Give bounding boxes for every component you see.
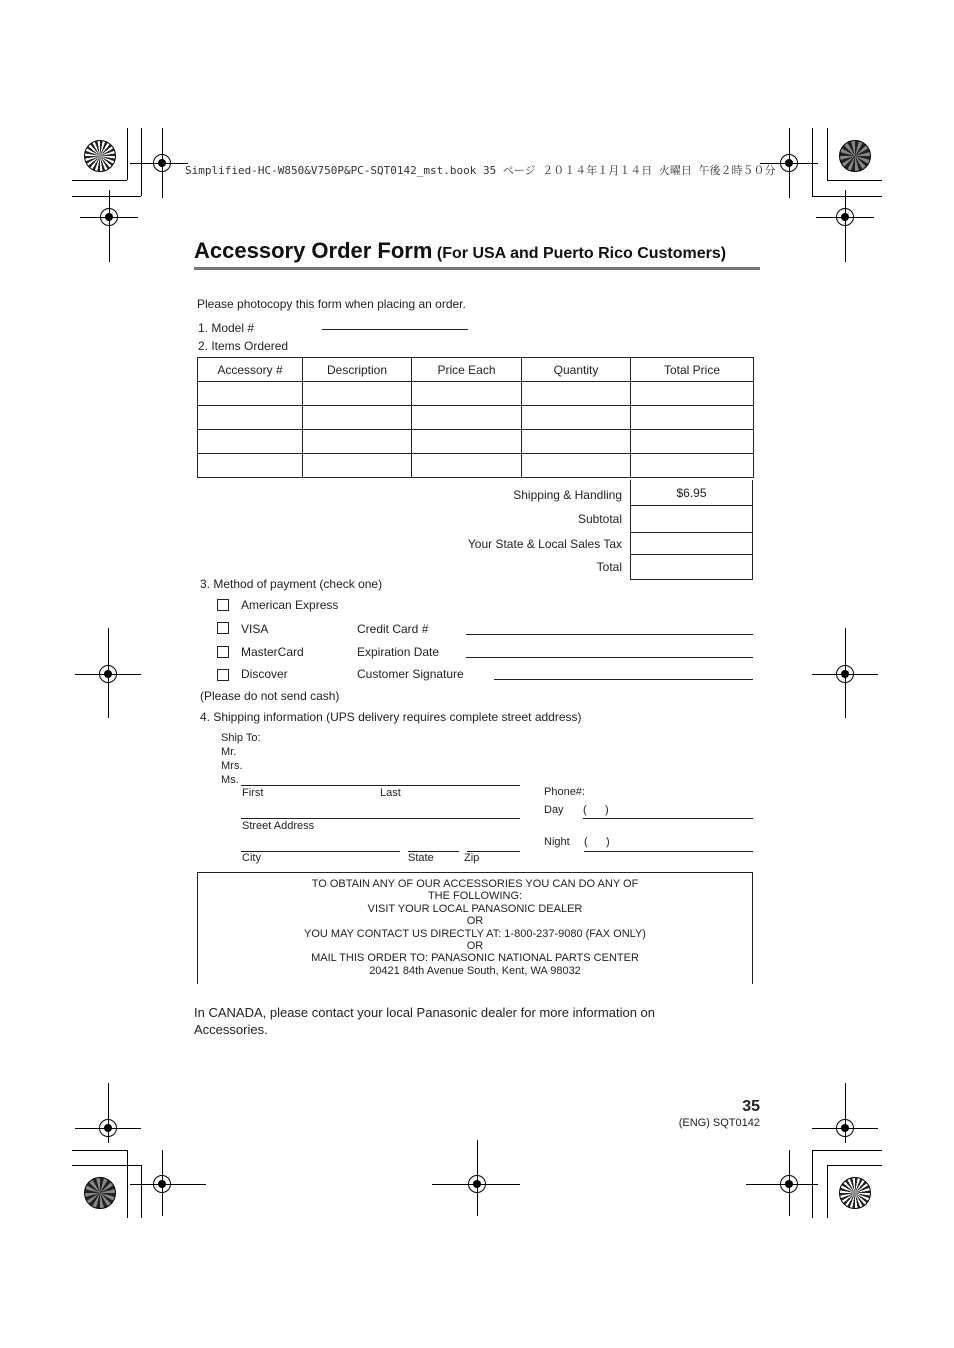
title-sub: (For USA and Puerto Rico Customers) bbox=[436, 245, 727, 262]
zip-label: Zip bbox=[464, 852, 480, 864]
expiration-label: Expiration Date bbox=[357, 645, 440, 659]
street-label: Street Address bbox=[242, 820, 315, 832]
day-phone-field[interactable] bbox=[583, 818, 753, 819]
night-label: Night bbox=[544, 836, 570, 848]
total-label: Total bbox=[596, 560, 622, 574]
table-cell[interactable] bbox=[522, 430, 631, 454]
table-cell[interactable] bbox=[412, 430, 522, 454]
info-line: 20421 84th Avenue South, Kent, WA 98032 bbox=[369, 964, 581, 977]
table-cell[interactable] bbox=[303, 406, 412, 430]
print-header: Simplified-HC-W850&V750P&PC-SQT0142_mst.book 35 ページ ２０１４年１月１４日 火曜日 午後２時５０分 bbox=[185, 164, 776, 177]
state-label: State bbox=[408, 852, 434, 864]
day-area-code: ( ) bbox=[583, 804, 609, 816]
table-cell[interactable] bbox=[198, 382, 303, 406]
sales-tax-label: Your State & Local Sales Tax bbox=[467, 537, 622, 551]
model-field[interactable] bbox=[322, 329, 468, 330]
table-row bbox=[198, 382, 754, 406]
registration-target-icon bbox=[84, 140, 116, 172]
header-description: Description bbox=[303, 358, 412, 382]
mastercard-checkbox[interactable] bbox=[217, 646, 229, 658]
table-row bbox=[198, 454, 754, 478]
night-phone-field[interactable] bbox=[584, 851, 753, 852]
credit-card-field[interactable] bbox=[466, 634, 753, 635]
canada-note: In CANADA, please contact your local Panasonic dealer for more information on Accessories. bbox=[194, 1005, 656, 1037]
subtotal-label: Subtotal bbox=[577, 512, 622, 526]
expiration-field[interactable] bbox=[466, 657, 753, 658]
mrs-label: Mrs. bbox=[221, 760, 243, 772]
subtotal-field[interactable] bbox=[630, 505, 753, 533]
first-name-label: First bbox=[242, 787, 264, 799]
table-cell[interactable] bbox=[198, 454, 303, 478]
table-cell[interactable] bbox=[303, 454, 412, 478]
shipping-label: 4. Shipping information (UPS delivery requires complete street address) bbox=[200, 710, 582, 724]
shipping-handling-label: Shipping & Handling bbox=[513, 488, 622, 502]
info-line: MAIL THIS ORDER TO: PANASONIC NATIONAL PARTS CENTER bbox=[311, 952, 639, 965]
info-line: THE FOLLOWING: bbox=[427, 890, 523, 903]
amex-label: American Express bbox=[241, 598, 339, 612]
total-field[interactable] bbox=[630, 554, 753, 580]
table-cell[interactable] bbox=[631, 430, 754, 454]
registration-target-icon bbox=[84, 1177, 116, 1209]
table-cell[interactable] bbox=[303, 430, 412, 454]
table-cell[interactable] bbox=[198, 430, 303, 454]
visa-checkbox[interactable] bbox=[217, 622, 229, 634]
table-cell[interactable] bbox=[631, 382, 754, 406]
registration-target-icon bbox=[839, 140, 871, 172]
intro-text: Please photocopy this form when placing an order. bbox=[197, 297, 466, 311]
table-cell[interactable] bbox=[198, 406, 303, 430]
table-cell[interactable] bbox=[522, 406, 631, 430]
no-cash-note: (Please do not send cash) bbox=[200, 689, 340, 703]
registration-target-icon bbox=[839, 1177, 871, 1209]
items-table bbox=[197, 357, 754, 478]
ship-to-label: Ship To: bbox=[221, 732, 261, 744]
header-quantity: Quantity bbox=[522, 358, 631, 382]
sales-tax-field[interactable] bbox=[630, 532, 753, 555]
items-label: 2. Items Ordered bbox=[198, 339, 289, 353]
header-total-price: Total Price bbox=[631, 358, 754, 382]
credit-card-label: Credit Card # bbox=[357, 622, 429, 636]
page-title bbox=[194, 238, 726, 264]
title-rule bbox=[194, 267, 760, 270]
night-area-code: ( ) bbox=[584, 836, 610, 848]
city-label: City bbox=[242, 852, 261, 864]
mastercard-label: MasterCard bbox=[241, 645, 304, 659]
table-cell[interactable] bbox=[412, 454, 522, 478]
day-label: Day bbox=[544, 804, 564, 816]
city-field[interactable] bbox=[241, 851, 400, 852]
discover-checkbox[interactable] bbox=[217, 669, 229, 681]
street-field[interactable] bbox=[241, 818, 520, 819]
discover-label: Discover bbox=[241, 667, 288, 681]
signature-field[interactable] bbox=[494, 679, 753, 680]
title-main: Accessory Order Form bbox=[194, 238, 433, 263]
last-name-label: Last bbox=[380, 787, 401, 799]
table-cell[interactable] bbox=[522, 382, 631, 406]
table-cell[interactable] bbox=[522, 454, 631, 478]
shipping-handling-value: $6.95 bbox=[630, 480, 753, 506]
table-row bbox=[198, 430, 754, 454]
order-info-box bbox=[197, 872, 753, 984]
info-line: TO OBTAIN ANY OF OUR ACCESSORIES YOU CAN DO ANY OF bbox=[311, 878, 639, 890]
header-accessory: Accessory # bbox=[198, 358, 303, 382]
table-row bbox=[198, 406, 754, 430]
page-number: 35 bbox=[742, 1098, 760, 1115]
mr-label: Mr. bbox=[221, 746, 237, 758]
signature-label: Customer Signature bbox=[357, 667, 464, 681]
page-code: (ENG) SQT0142 bbox=[678, 1117, 760, 1129]
header-price-each: Price Each bbox=[412, 358, 522, 382]
payment-label: 3. Method of payment (check one) bbox=[200, 577, 383, 591]
table-header-row bbox=[198, 358, 754, 382]
table-cell[interactable] bbox=[631, 454, 754, 478]
info-line: OR bbox=[466, 940, 484, 953]
table-cell[interactable] bbox=[412, 406, 522, 430]
info-line: VISIT YOUR LOCAL PANASONIC DEALER bbox=[367, 902, 583, 915]
visa-label: VISA bbox=[241, 622, 269, 636]
name-field[interactable] bbox=[241, 785, 520, 786]
table-cell[interactable] bbox=[631, 406, 754, 430]
info-line: YOU MAY CONTACT US DIRECTLY AT: 1-800-237-9080 (FAX ONLY) bbox=[304, 927, 646, 940]
model-label: 1. Model # bbox=[198, 321, 255, 335]
amex-checkbox[interactable] bbox=[217, 599, 229, 611]
phone-label: Phone#: bbox=[544, 786, 585, 798]
table-cell[interactable] bbox=[412, 382, 522, 406]
table-cell[interactable] bbox=[303, 382, 412, 406]
ms-label: Ms. bbox=[221, 774, 239, 786]
info-line: OR bbox=[466, 915, 484, 928]
